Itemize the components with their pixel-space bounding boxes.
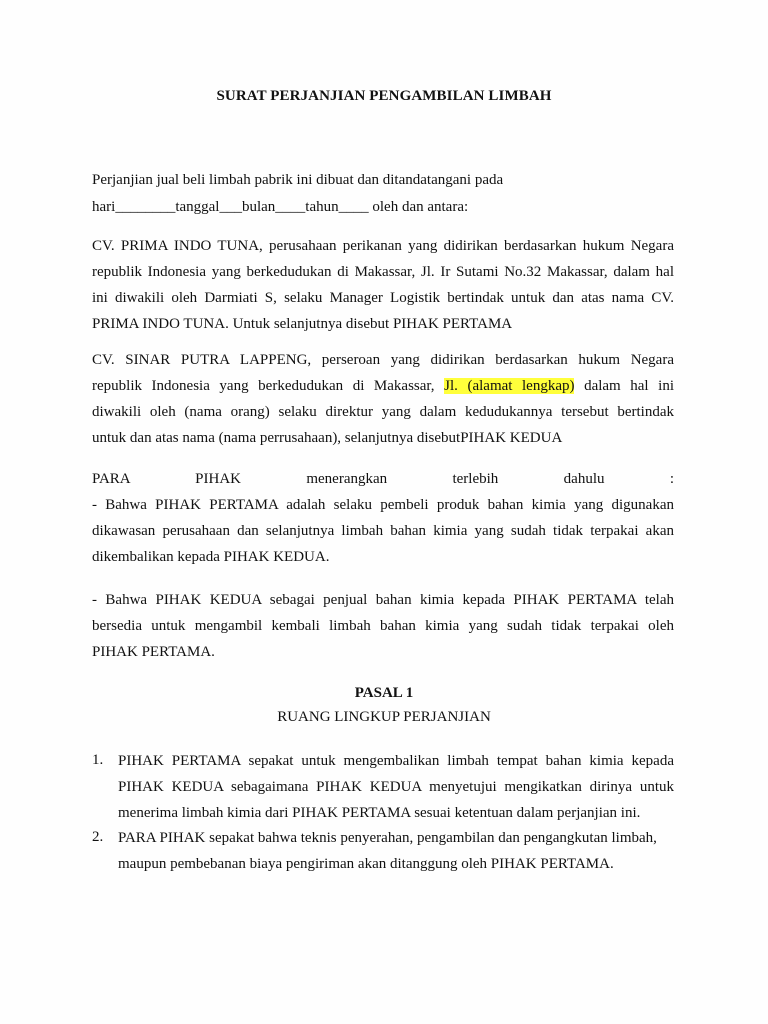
intro-date-line: hari________tanggal___bulan____tahun____ oleh dan antara: bbox=[92, 199, 469, 215]
recital-line: PIHAK PERTAMA. bbox=[92, 644, 215, 660]
party-two-line bbox=[92, 377, 674, 395]
party-two-line: diwakili oleh (nama orang) selaku direktur yang dalam kedudukannya tersebut bertindak bbox=[92, 404, 674, 420]
pasal-subheading: RUANG LINGKUP PERJANJIAN bbox=[277, 709, 491, 725]
party-one-line: republik Indonesia yang berkedudukan di Makassar, Jl. Ir Sutami No.32 Makassar, dalam hal bbox=[92, 264, 674, 280]
item-number: 1. bbox=[92, 752, 104, 768]
address-placeholder-highlight: Jl. (alamat lengkap) bbox=[444, 378, 575, 394]
party-one-line: ini diwakili oleh Darmiati S, selaku Manager Logistik bertindak untuk dan atas nama CV. bbox=[92, 290, 674, 306]
party-one-line: CV. PRIMA INDO TUNA, perusahaan perikanan yang didirikan berdasarkan hukum Negara bbox=[92, 238, 674, 254]
pasal-heading: PASAL 1 bbox=[354, 685, 414, 701]
item-line: PIHAK PERTAMA sepakat untuk mengembalikan limbah tempat bahan kimia kepada bbox=[118, 753, 674, 769]
document-title: SURAT PERJANJIAN PENGAMBILAN LIMBAH bbox=[216, 88, 552, 104]
party-two-text: republik Indonesia yang berkedudukan di Makassar, bbox=[92, 378, 435, 394]
recitals-word: terlebih bbox=[452, 471, 499, 487]
recitals-word: menerangkan bbox=[306, 471, 388, 487]
party-two-line: untuk dan atas nama (nama perrusahaan), selanjutnya disebutPIHAK KEDUA bbox=[92, 430, 563, 446]
recitals-word: PIHAK bbox=[195, 471, 241, 487]
item-number: 2. bbox=[92, 829, 104, 845]
recitals-heading bbox=[92, 470, 674, 488]
intro-line: Perjanjian jual beli limbah pabrik ini dibuat dan ditandatangani pada bbox=[92, 172, 504, 188]
item-line: PIHAK KEDUA sebagaimana PIHAK KEDUA menyetujui mengikatkan dirinya untuk bbox=[118, 779, 674, 795]
recital-line: dikembalikan kepada PIHAK KEDUA. bbox=[92, 549, 330, 565]
recitals-word: : bbox=[669, 471, 674, 487]
party-two-line: CV. SINAR PUTRA LAPPENG, perseroan yang didirikan berdasarkan hukum Negara bbox=[92, 352, 674, 368]
recital-line: - Bahwa PIHAK PERTAMA adalah selaku pembeli produk bahan kimia yang digunakan bbox=[92, 497, 674, 513]
party-one-line: PRIMA INDO TUNA. Untuk selanjutnya disebut PIHAK PERTAMA bbox=[92, 316, 513, 332]
recital-line: - Bahwa PIHAK KEDUA sebagai penjual bahan kimia kepada PIHAK PERTAMA telah bbox=[92, 592, 674, 608]
party-two-text: dalam hal ini bbox=[584, 378, 674, 394]
recital-line: bersedia untuk mengambil kembali limbah bahan kimia yang sudah tidak terpakai oleh bbox=[92, 618, 674, 634]
item-line: maupun pembebanan biaya pengiriman akan ditanggung oleh PIHAK PERTAMA. bbox=[118, 856, 614, 872]
recitals-word: PARA bbox=[92, 471, 130, 487]
recitals-word: dahulu bbox=[563, 471, 605, 487]
item-line: menerima limbah kimia dari PIHAK PERTAMA sesuai ketentuan dalam perjanjian ini. bbox=[118, 805, 641, 821]
item-line: PARA PIHAK sepakat bahwa teknis penyerahan, pengambilan dan pengangkutan limbah, bbox=[118, 830, 657, 846]
recital-line: dikawasan perusahaan dan selanjutnya limbah bahan kimia yang sudah tidak terpakai akan bbox=[92, 523, 674, 539]
